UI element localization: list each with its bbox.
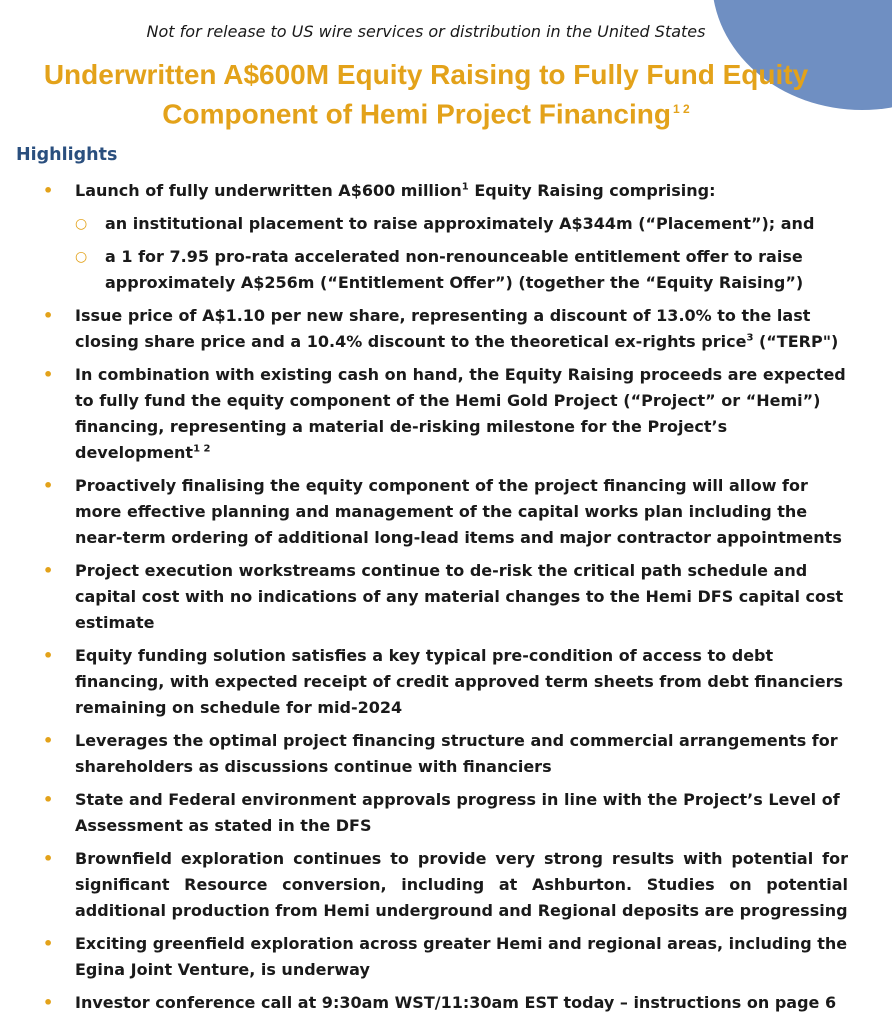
bullet-dot-icon: •	[43, 790, 54, 809]
list-item	[0, 990, 892, 1016]
bullet-dot-icon: •	[43, 365, 54, 384]
sub-list-item	[0, 244, 892, 296]
bullet-dot-icon: •	[43, 306, 54, 325]
page-title	[0, 58, 852, 131]
sub-list-item-text: an institutional placement to raise approximately A$344m (“Placement”); and	[105, 214, 815, 233]
list-item	[0, 303, 892, 355]
list-item-text: Issue price of A$1.10 per new share, representing a discount of 13.0% to the last closing share price and a 10.4% discount to the theoretical ex-rights price	[75, 306, 811, 351]
list-item	[0, 787, 892, 839]
list-item-text: Project execution workstreams continue to de-risk the critical path schedule and capital cost with no indications of any material changes to the Hemi DFS capital cost estimate	[75, 561, 844, 632]
highlights-heading: Highlights	[16, 145, 118, 165]
bullet-dot-icon: •	[43, 181, 54, 200]
list-item-text: Launch of fully underwritten A$600 million	[75, 181, 462, 200]
bullet-dot-icon: •	[43, 561, 54, 580]
bullet-dot-icon: •	[43, 849, 54, 868]
hollow-circle-icon: ○	[75, 249, 88, 265]
list-item	[0, 362, 892, 466]
title-footnote-ref: 1 2	[673, 102, 690, 116]
list-item-text: Leverages the optimal project financing structure and commercial arrangements for shareholders as discussions continue with financiers	[75, 731, 838, 776]
list-item	[0, 728, 892, 780]
list-item	[0, 178, 892, 204]
title-line-2-text: Component of Hemi Project Financing	[162, 98, 671, 130]
title-line-1: Underwritten A$600M Equity Raising to Fully Fund Equity	[43, 59, 809, 90]
list-item-text: In combination with existing cash on hand, the Equity Raising proceeds are expected to fully fund the equity component of the Hemi Gold Project (“Project” or “Hemi”) financing, representing a material de-risking milestone for the Project’s development	[75, 365, 846, 462]
sub-list-item	[0, 211, 892, 237]
footnote-ref: 3	[746, 332, 754, 344]
list-item-text: Proactively finalising the equity component of the project financing will allow for more effective planning and management of the capital works plan including the near-term ordering of additional long-lead items and major contractor appointments	[75, 476, 842, 547]
bullet-dot-icon: •	[43, 993, 54, 1012]
footnote-ref: 1 2	[193, 443, 211, 455]
bullet-dot-icon: •	[43, 731, 54, 750]
list-item	[0, 473, 892, 551]
list-item	[0, 846, 892, 924]
list-item-text: Brownfield exploration continues to provide very strong results with potential for significant Resource conversion, including at Ashburton. Studies on potential additional production from Hemi underground and Regional deposits are progressing	[75, 849, 848, 920]
list-item-text-end: (“TERP")	[753, 332, 839, 351]
footnote-ref: 1	[461, 181, 469, 193]
list-item	[0, 931, 892, 983]
list-item-text: State and Federal environment approvals progress in line with the Project’s Level of Assessment as stated in the DFS	[75, 790, 840, 835]
list-item	[0, 643, 892, 721]
list-item-text-end: Equity Raising comprising:	[468, 181, 716, 200]
list-item-text: Investor conference call at 9:30am WST/11:30am EST today – instructions on page 6	[75, 993, 837, 1012]
title-line-2	[0, 92, 852, 131]
highlights-list	[0, 178, 892, 1023]
bullet-dot-icon: •	[43, 934, 54, 953]
bullet-dot-icon: •	[43, 646, 54, 665]
distribution-disclaimer: Not for release to US wire services or distribution in the United States	[146, 22, 706, 41]
list-item-text: Equity funding solution satisfies a key typical pre-condition of access to debt financing, with expected receipt of credit approved term sheets from debt financiers remaining on schedule for mid-2024	[75, 646, 844, 717]
hollow-circle-icon: ○	[75, 216, 88, 232]
sub-list-item-text: a 1 for 7.95 pro-rata accelerated non-renounceable entitlement offer to raise approximately A$256m (“Entitlement Offer”) (together the “Equity Raising”)	[105, 247, 804, 292]
list-item	[0, 558, 892, 636]
bullet-dot-icon: •	[43, 476, 54, 495]
list-item-text: Exciting greenfield exploration across greater Hemi and regional areas, including the Egina Joint Venture, is underway	[75, 934, 848, 979]
